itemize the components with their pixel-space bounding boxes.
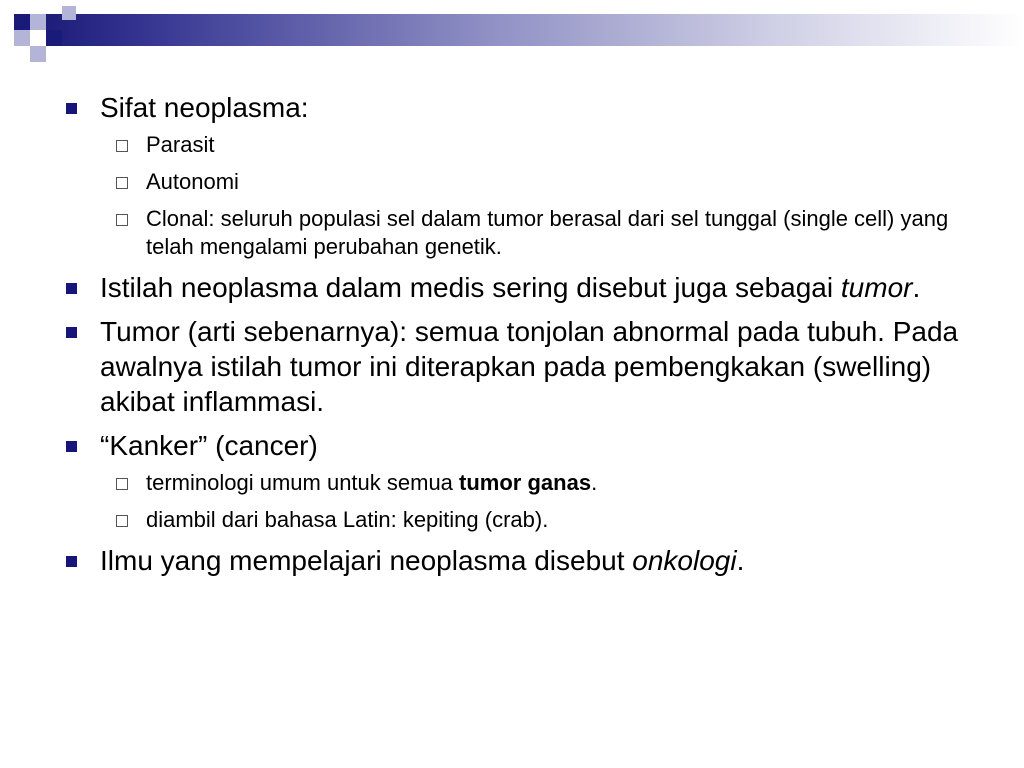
decor-square <box>30 46 46 62</box>
sub-bullet-text: Autonomi <box>146 169 239 194</box>
decor-square <box>30 30 46 46</box>
decor-square <box>30 14 46 30</box>
decor-square <box>46 30 62 46</box>
sub-list <box>62 469 992 534</box>
bullet-item <box>62 428 992 463</box>
hollow-square-bullet-icon <box>116 515 128 527</box>
sub-bullet-item <box>62 205 992 261</box>
square-bullet-icon <box>66 441 77 452</box>
bullet-text-end: . <box>736 545 745 576</box>
bullet-text-italic: tumor <box>840 272 913 303</box>
sub-bullet-text-end: . <box>591 470 598 495</box>
sub-bullet-text: diambil dari bahasa Latin: kepiting (crab). <box>146 507 549 532</box>
bullet-text-italic: onkologi <box>632 545 737 576</box>
header-gradient-bar <box>46 14 1024 46</box>
square-bullet-icon <box>66 327 77 338</box>
sub-bullet-item <box>62 168 992 196</box>
bullet-text: Sifat neoplasma: <box>100 92 309 123</box>
bullet-text: “Kanker” (cancer) <box>100 430 318 461</box>
sub-bullet-item <box>62 506 992 534</box>
square-bullet-icon <box>66 283 77 294</box>
square-bullet-icon <box>66 103 77 114</box>
hollow-square-bullet-icon <box>116 177 128 189</box>
bullet-item <box>62 90 992 125</box>
decor-square <box>14 30 30 46</box>
bullet-text: Ilmu yang mempelajari neoplasma disebut <box>100 545 633 576</box>
hollow-square-bullet-icon <box>116 140 128 152</box>
sub-bullet-text: Clonal: seluruh populasi sel dalam tumor berasal dari sel tunggal (single cell) yang telah mengalami perubahan genetik. <box>146 206 949 259</box>
sub-bullet-text-bold: tumor ganas <box>459 470 592 495</box>
square-bullet-icon <box>66 556 77 567</box>
hollow-square-bullet-icon <box>116 478 128 490</box>
sub-list <box>62 131 992 261</box>
decor-square <box>62 6 76 20</box>
hollow-square-bullet-icon <box>116 214 128 226</box>
sub-bullet-text: Parasit <box>146 132 215 157</box>
bullet-text: Tumor (arti sebenarnya): semua tonjolan abnormal pada tubuh. Pada awalnya istilah tumor ini diterapkan pada pembengkakan (swelling) akibat inflammasi. <box>100 316 959 417</box>
bullet-item <box>62 270 992 305</box>
bullet-text: Istilah neoplasma dalam medis sering disebut juga sebagai <box>100 272 841 303</box>
slide-body <box>62 90 992 587</box>
decor-square <box>14 14 30 30</box>
sub-bullet-item <box>62 131 992 159</box>
sub-bullet-text: terminologi umum untuk semua <box>146 470 460 495</box>
bullet-item <box>62 543 992 578</box>
sub-bullet-item <box>62 469 992 497</box>
bullet-text-end: . <box>912 272 921 303</box>
bullet-item <box>62 314 992 419</box>
